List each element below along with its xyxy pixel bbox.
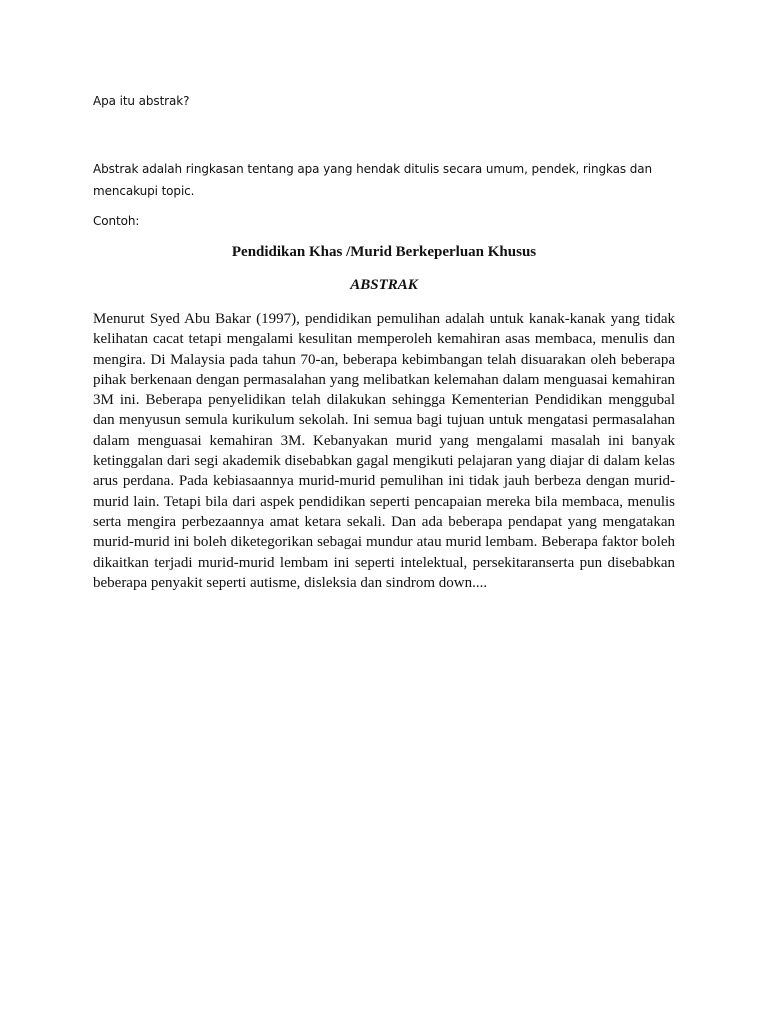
example-label: Contoh:: [93, 214, 140, 228]
document-heading: Pendidikan Khas /Murid Berkeperluan Khusus: [231, 244, 537, 260]
definition-paragraph: Abstrak adalah ringkasan tentang apa yang hendak ditulis secara umum, pendek, ringkas dan mencakupi topic.: [93, 162, 653, 198]
abstract-body: Menurut Syed Abu Bakar (1997), pendidikan pemulihan adalah untuk kanak-kanak yang tidak kelihatan cacat tetapi mengalami kesulitan memperoleh kemahiran asas membaca, menulis dan mengira. Di Malaysia pada tahun 70-an, beberapa kebimbangan telah disuarakan oleh beberapa pihak berkenaan dengan permasalahan yang melibatkan kelemahan dalam menguasai kemahiran 3M ini. Beberapa penyelidikan telah dilakukan sehingga Kementerian Pendidikan menggubal dan menyusun semula kurikulum sekolah. Ini semua bagi tujuan untuk mengatasi permasalahan dalam menguasai kemahiran 3M. Kebanyakan murid yang mengalami masalah ini banyak ketinggalan dari segi akademik disebabkan gagal mengikuti pelajaran yang diajar di dalam kelas arus perdana. Pada kebiasaannya murid-murid pemulihan ini tidak jauh berbeza dengan murid-murid lain. Tetapi bila dari aspek pendidikan seperti pencapaian mereka bila membaca, menulis serta mengira perbezaannya amat ketara sekali. Dan ada beberapa pendapat yang mengatakan murid-murid ini boleh diketegorikan sebagai mundur atau murid lembam. Beberapa faktor boleh dikaitkan terjadi murid-murid lembam ini seperti intelektual, persekitaranserta pun disebabkan beberapa penyakit seperti autisme, disleksia dan sindrom down....: [93, 311, 675, 591]
question-text: Apa itu abstrak?: [93, 94, 190, 108]
abstract-label: ABSTRAK: [350, 277, 418, 293]
